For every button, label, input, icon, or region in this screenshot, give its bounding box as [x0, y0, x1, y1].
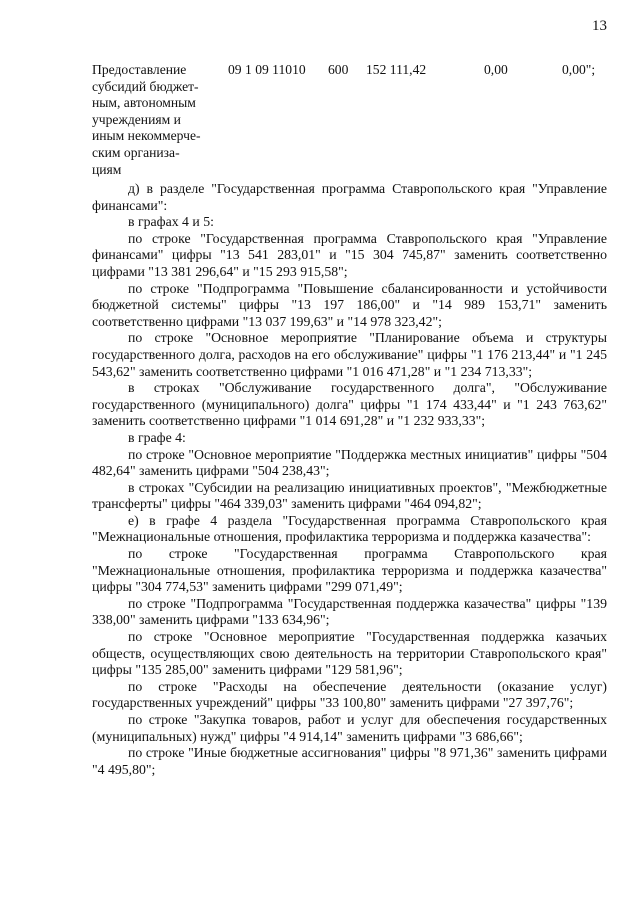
paragraph: по строке "Основное мероприятие "Государственная поддержка казачьих обществ, осуществляющих свою деятельность на территории Ставропольского края" цифры "135 285,00" заменить цифрами "129 581,96";	[92, 629, 607, 678]
paragraph: в графах 4 и 5:	[128, 214, 214, 230]
paragraph: д) в разделе "Государственная программа Ставропольского края "Управление финансами":	[92, 181, 607, 213]
paragraph: по строке "Иные бюджетные ассигнования" цифры "8 971,36" заменить цифрами "4 495,80";	[92, 745, 607, 777]
paragraph: в графе 4:	[128, 429, 186, 445]
paragraph: по строке "Основное мероприятие "Поддержка местных инициатив" цифры "504 482,64" заменить цифрами "504 238,43";	[92, 446, 607, 479]
paragraph: по строке "Подпрограмма "Повышение сбалансированности и устойчивости бюджетной системы" цифры "13 197 186,00" и "14 989 153,71" заменить соответственно цифрами "13 037 199,63" и "14 978 323,42";	[92, 280, 607, 329]
paragraph: по строке "Основное мероприятие "Планирование объема и структуры государственного долга, расходов на его обслуживание" цифры "1 176 213,44" и "1 245 543,62" заменить соответственно цифрами "1 016 471,28" и "1 234 713,33";	[92, 330, 607, 379]
paragraph: по строке "Расходы на обеспечение деятельности (оказание услуг) государственных учреждений" цифры "33 100,80" заменить цифрами "27 397,76";	[92, 678, 607, 711]
paragraph: по строке "Государственная программа Ставропольского края "Межнациональные отношения, профилактика терроризма и поддержка казачества" цифры "304 774,53" заменить цифрами "299 071,49";	[92, 546, 607, 595]
paragraph: е) в графе 4 раздела "Государственная программа Ставропольского края "Межнациональные отношения, профилактика терроризма и поддержка казачества":	[92, 512, 607, 545]
row-description: Предоставление субсидий бюджет- ным, автономным учреждениям и иным некоммерче- ским организа- циям	[92, 62, 201, 177]
paragraph: по строке "Государственная программа Ставропольского края "Управление финансами" цифры "13 541 283,01" и "15 304 745,87" заменить соответственно цифрами "13 381 296,64" и "15 293 915,58";	[92, 230, 607, 279]
row-budget-code: 09 1 09 11010	[228, 62, 306, 77]
page-number: 13	[592, 18, 607, 34]
paragraph: в строках "Субсидии на реализацию инициативных проектов", "Межбюджетные трансферты" цифры "464 339,03" заменить цифрами "464 094,82";	[92, 479, 607, 512]
row-value-1: 0,00	[484, 62, 508, 77]
row-value-2: 0,00";	[562, 62, 596, 77]
row-amount: 152 111,42	[366, 62, 427, 77]
paragraph: в строках "Обслуживание государственного долга", "Обслуживание государственного (муниципального) долга" цифры "1 174 433,44" и "1 243 763,62" заменить соответственно цифрами "1 014 691,28" и "1 232 933,33";	[92, 380, 607, 429]
paragraph: по строке "Закупка товаров, работ и услуг для обеспечения государственных (муниципальных) нужд" цифры "4 914,14" заменить цифрами "3 686,66";	[92, 712, 607, 744]
row-expense-group: 600	[328, 62, 349, 77]
document-body	[92, 181, 607, 778]
paragraph: по строке "Подпрограмма "Государственная поддержка казачества" цифры "139 338,00" заменить цифрами "133 634,96";	[92, 595, 607, 628]
